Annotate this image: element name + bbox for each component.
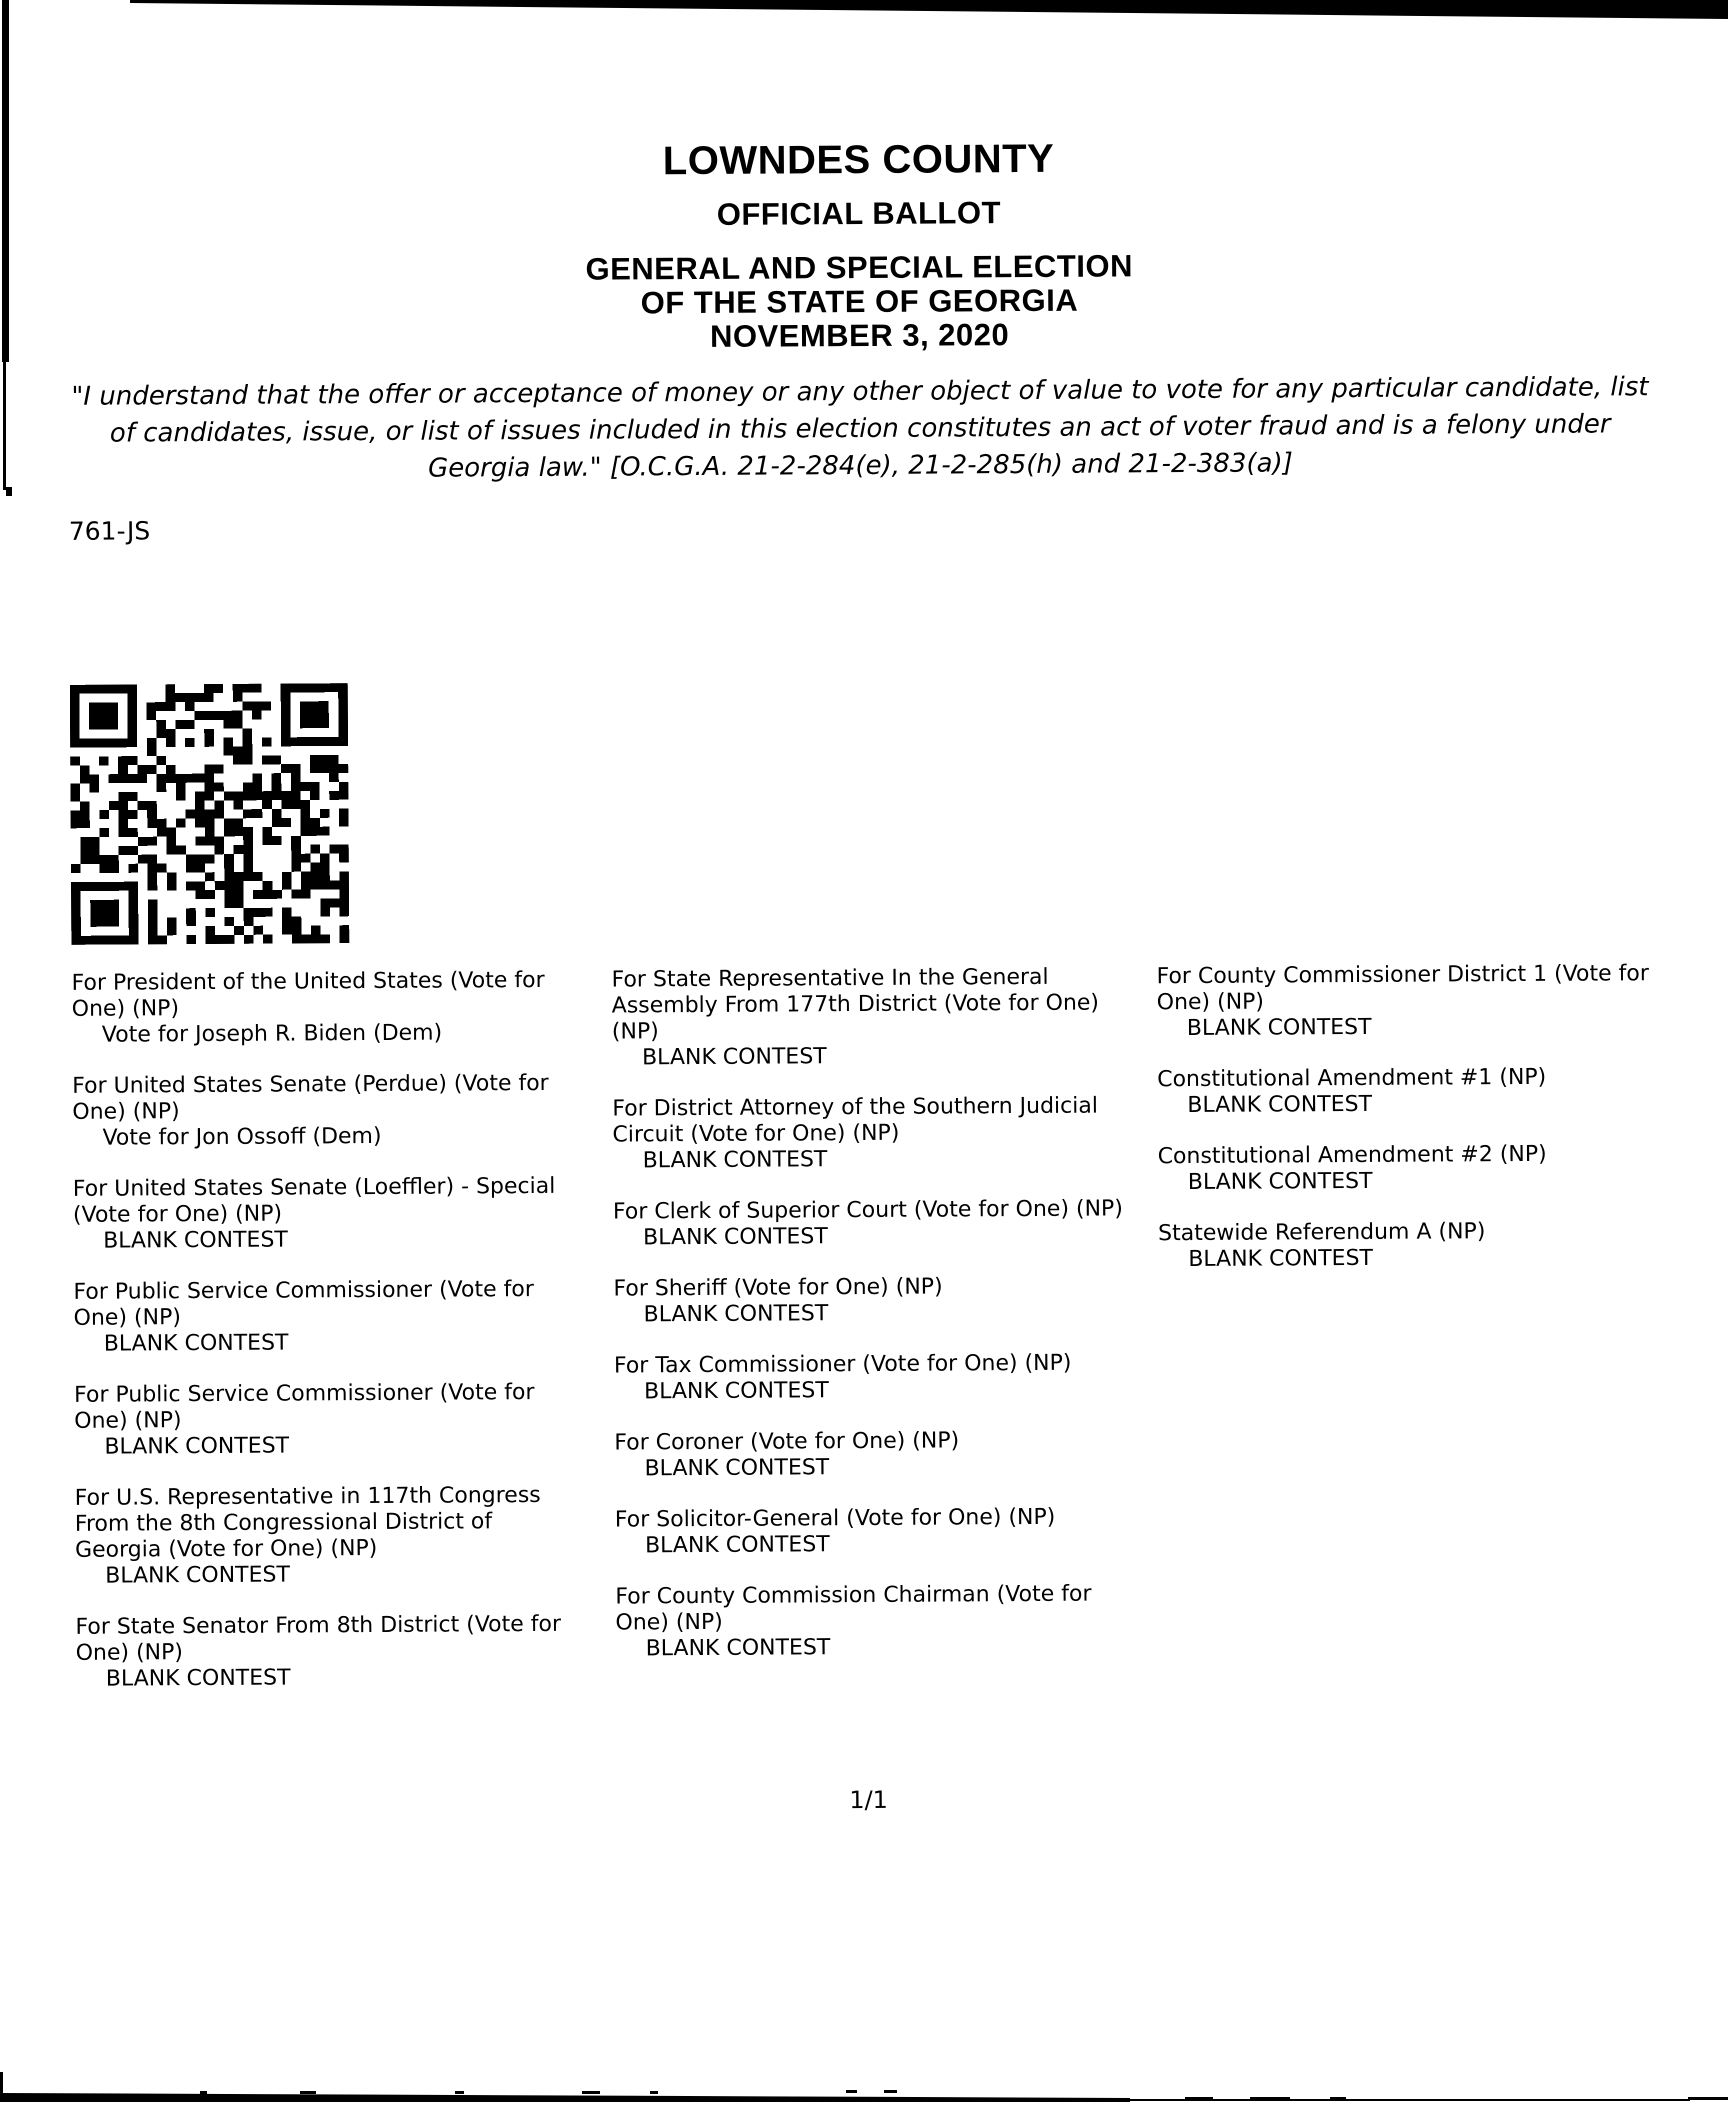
contest [73, 1174, 581, 1255]
contest-title: Constitutional Amendment #1 (NP) [1157, 1064, 1547, 1093]
contest-result: BLANK CONTEST [643, 1224, 828, 1251]
contest-result: BLANK CONTEST [105, 1562, 290, 1589]
contest-result: BLANK CONTEST [103, 1330, 289, 1357]
contest-title: Constitutional Amendment #2 (NP) [1157, 1141, 1547, 1170]
scan-artifact-bottom-edge [0, 2072, 3, 2102]
contest [614, 1350, 1126, 1405]
contest-result: Vote for Jon Ossoff (Dem) [102, 1123, 382, 1151]
contest-title: For U.S. Representative in 117th Congress From the 8th Congressional District of Georgia (Vote for One) (NP) [74, 1482, 541, 1563]
page-number: 1/1 [849, 1785, 888, 1815]
scan-artifact-bottom-edge [1688, 2097, 1728, 2100]
contest-title: Statewide Referendum A (NP) [1158, 1219, 1486, 1247]
contest-title: For State Representative In the General Assembly From 177th District (Vote for One) (NP) [611, 964, 1100, 1045]
contest-title: For Sheriff (Vote for One) (NP) [613, 1274, 943, 1302]
contest [613, 1196, 1125, 1251]
contest [614, 1427, 1126, 1482]
contest [73, 1277, 581, 1358]
ballot-style-code: 761-JS [68, 516, 151, 546]
contest-title: For President of the United States (Vote for One) (NP) [71, 967, 545, 1022]
contest-title: For County Commission Chairman (Vote for One) (NP) [615, 1581, 1092, 1636]
contest-title: For Tax Commissioner (Vote for One) (NP) [613, 1350, 1072, 1379]
contest [72, 1071, 580, 1152]
contest-result: Vote for Joseph R. Biden (Dem) [101, 1020, 443, 1048]
contest-result: BLANK CONTEST [643, 1301, 829, 1328]
official-ballot-title: OFFICIAL BALLOT [716, 195, 1002, 232]
contest-result: BLANK CONTEST [644, 1378, 829, 1405]
contest [1156, 961, 1661, 1042]
ballot-qr-code-icon [70, 683, 350, 945]
contest-title: For United States Senate (Loeffler) - Special (Vote for One) (NP) [72, 1173, 556, 1228]
ballot-column-2 [611, 964, 1128, 1714]
contest [72, 968, 580, 1049]
contest [615, 1504, 1127, 1559]
contest [75, 1483, 584, 1590]
county-title: LOWNDES COUNTY [662, 136, 1055, 184]
contest [1157, 1064, 1662, 1119]
contest-title: For District Attorney of the Southern Judicial Circuit (Vote for One) (NP) [612, 1093, 1099, 1148]
contest [1158, 1218, 1663, 1273]
contest [615, 1581, 1127, 1662]
contest-result: BLANK CONTEST [644, 1455, 830, 1482]
contest-title: For Public Service Commissioner (Vote for One) (NP) [73, 1277, 534, 1331]
contest-result: BLANK CONTEST [1187, 1168, 1373, 1196]
ballot-column-3 [1156, 961, 1666, 1711]
contest-columns [72, 961, 1667, 1718]
contest-result: BLANK CONTEST [1186, 1014, 1372, 1042]
contest [613, 1273, 1125, 1328]
contest-result: BLANK CONTEST [1187, 1091, 1373, 1119]
contest-result: BLANK CONTEST [645, 1635, 831, 1662]
election-title-line1: GENERAL AND SPECIAL ELECTION [585, 248, 1134, 287]
contest-result: BLANK CONTEST [105, 1665, 291, 1692]
contest-title: For Public Service Commissioner (Vote for One) (NP) [74, 1380, 535, 1434]
contest-result: BLANK CONTEST [642, 1147, 828, 1174]
contest [1158, 1141, 1663, 1196]
contest-title: For Solicitor-General (Vote for One) (NP) [614, 1504, 1056, 1533]
contest [611, 964, 1124, 1071]
contest-title: For United States Senate (Perdue) (Vote for One) (NP) [72, 1070, 549, 1125]
contest-result: BLANK CONTEST [104, 1433, 290, 1460]
contest [75, 1612, 583, 1693]
contest-title: For County Commissioner District 1 (Vote for One) (NP) [1156, 961, 1649, 1016]
election-title-line2: OF THE STATE OF GEORGIA [640, 282, 1079, 321]
contest-result: BLANK CONTEST [103, 1227, 288, 1254]
contest [612, 1093, 1124, 1174]
contest-result: BLANK CONTEST [1188, 1245, 1374, 1273]
contest-title: For Clerk of Superior Court (Vote for One) (NP) [612, 1196, 1123, 1225]
contest [74, 1380, 582, 1461]
election-date: NOVEMBER 3, 2020 [709, 317, 1010, 354]
voter-fraud-notice: "I understand that the offer or acceptance of money or any other object of value to vote for any particular candidate, list of candidates, issue, or list of issues included in this election constitutes an act of voter fraud and is a felony under Georgia law." [O.C.G.A. 21-2-284(e), 21-2-285(h) and 21-2-383(a)] [71, 372, 1649, 484]
contest-title: For State Senator From 8th District (Vote for One) (NP) [75, 1611, 562, 1666]
contest-result: BLANK CONTEST [644, 1532, 830, 1559]
contest-result: BLANK CONTEST [641, 1044, 827, 1071]
contest-title: For Coroner (Vote for One) (NP) [614, 1428, 960, 1456]
ballot-column-1 [72, 968, 585, 1718]
